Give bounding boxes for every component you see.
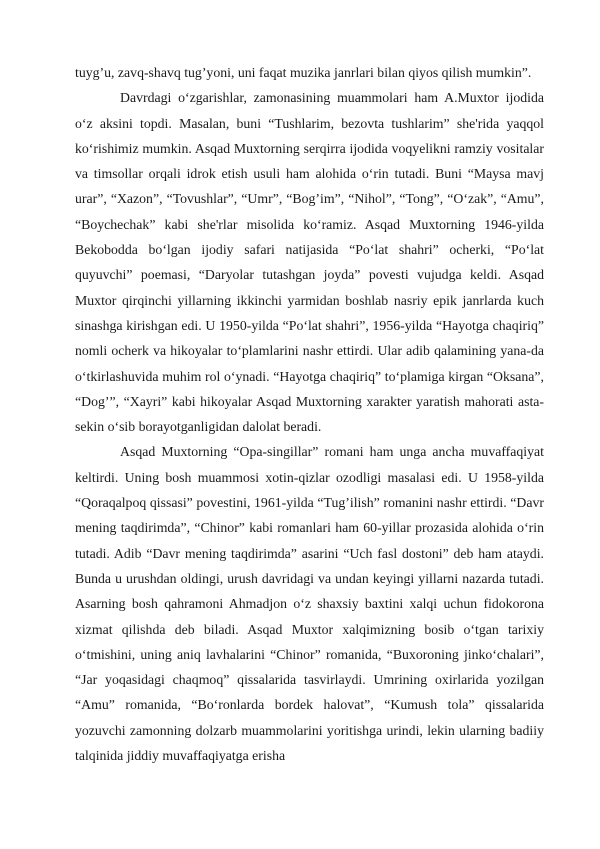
- paragraph-continuation: tuyg’u, zavq-shavq tug’yoni, uni faqat muzika janrlari bilan qiyos qilish mumkin”.: [75, 65, 532, 80]
- document-page: [75, 60, 544, 768]
- paragraph-muxtor-novels: Asqad Muxtorning “Opa-singillar” romani ham unga ancha muvaffaqiyat keltirdi. Uning bosh muammosi xotin-qizlar ozodligi masalasi edi. U 1958-yilda “Qoraqalpoq qissasi” povestini, 1961-yilda “Tug’ilish” romanini nashr ettirdi. “Davr mening taqdirimda”, “Chinor” kabi romanlari ham 60-yillar prozasida alohida o‘rin tutadi. Adib “Davr mening taqdirimda” asarini “Uch fasl dostoni” deb ham ataydi. Bunda u urushdan oldingi, urush davridagi va undan keyingi yillarni nazarda tutadi. Asarning bosh qahramoni Ahmadjon o‘z shaxsiy baxtini xalqi uchun fidokorona xizmat qilishda deb biladi. Asqad Muxtor xalqimizning bosib o‘tgan tarixiy o‘tmishini, uning aniq lavhalarini “Chinor” romanida, “Buxoroning jinko‘chalari”, “Jar yoqasidagi chaqmoq” qissalarida tasvirlaydi. Umrining oxirlarida yozilgan “Amu” romanida, “Bo‘ronlarda bordek halovat”, “Kumush tola” qissalarida yozuvchi zamonning dolzarb muammolarini yoritishga urindi, lekin ularning badiiy talqinida jiddiy muvaffaqiyatga erisha: [75, 444, 544, 764]
- paragraph-muxtor-poetry: Davrdagi o‘zgarishlar, zamonasining muammolari ham A.Muxtor ijodida o‘z aksini topdi. Masalan, buni “Tushlarim, bezovta tushlarim” she'rida yaqqol ko‘rishimiz mumkin. Asqad Muxtorning serqirra ijodida voqyelikni ramziy vositalar va timsollar orqali idrok etish usuli ham alohida o‘rin tutadi. Buni “Maysa mavj urar”, “Xazon”, “Tovushlar”, “Umr”, “Bog’im”, “Nihol”, “Tong”, “O‘zak”, “Amu”, “Boychechak” kabi she'rlar misolida ko‘ramiz. Asqad Muxtorning 1946-yilda Bekobodda bo‘lgan ijodiy safari natijasida “Po‘lat shahri” ocherki, “Po‘lat quyuvchi” poemasi, “Daryolar tutashgan joyda” povesti vujudga keldi. Asqad Muxtor qirqinchi yillarning ikkinchi yarmidan boshlab nasriy epik janrlarda kuch sinashga kirishgan edi. U 1950-yilda “Po‘lat shahri”, 1956-yilda “Hayotga chaqiriq” nomli ocherk va hikoyalar to‘plamlarini nashr ettirdi. Ular adib qalamining yana-da o‘tkirlashuvida muhim rol o‘ynadi. “Hayotga chaqiriq” to‘plamiga kirgan “Oksana”, “Dog’”, “Xayri” kabi hikoyalar Asqad Muxtorning xarakter yaratish mahorati asta-sekin o‘sib borayotganligidan dalolat beradi.: [75, 90, 544, 435]
